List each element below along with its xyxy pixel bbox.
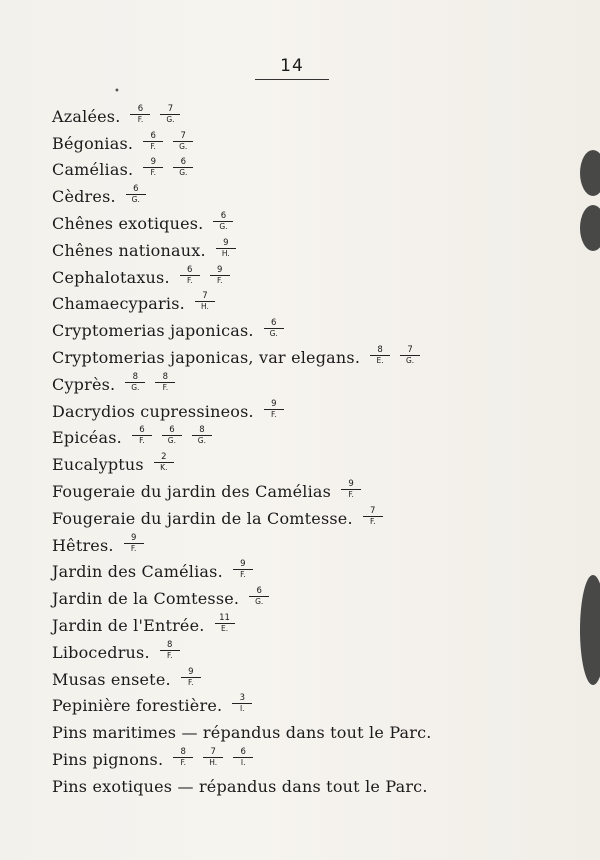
- reference-number: 6: [180, 266, 200, 276]
- index-entry: [52, 693, 572, 720]
- location-reference: [195, 292, 215, 311]
- location-reference: [203, 748, 223, 767]
- reference-letter: H.: [209, 758, 218, 768]
- index-list: [52, 103, 572, 800]
- reference-letter: H.: [200, 302, 209, 312]
- entry-name: Libocedrus.: [52, 642, 150, 662]
- location-reference: [132, 426, 152, 445]
- reference-number: 6: [173, 158, 193, 168]
- location-reference: [155, 373, 175, 392]
- reference-letter: F.: [188, 677, 194, 687]
- index-entry: [52, 451, 572, 478]
- index-entry: [52, 103, 572, 130]
- reference-letter: G.: [131, 382, 140, 392]
- entry-name: Fougeraie du jardin des Camélias: [52, 482, 332, 502]
- reference-number: 6: [249, 587, 269, 597]
- index-entry: [52, 746, 572, 773]
- location-reference: [264, 319, 284, 338]
- page-stain: [580, 205, 600, 251]
- entry-name: Jardin de l'Entrée.: [52, 616, 205, 636]
- index-entry: [52, 505, 572, 532]
- entry-name: Jardin de la Comtesse.: [52, 589, 240, 609]
- index-entry: [52, 425, 572, 452]
- location-reference: [210, 266, 230, 285]
- location-reference: [143, 132, 163, 151]
- location-reference: [160, 105, 180, 124]
- index-entry: [52, 585, 572, 612]
- reference-number: 6: [264, 319, 284, 329]
- location-reference: [181, 668, 201, 687]
- entry-name: Pins pignons.: [52, 750, 164, 770]
- reference-number: 6: [143, 132, 163, 142]
- reference-number: 6: [162, 426, 182, 436]
- reference-letter: F.: [187, 275, 193, 285]
- index-entry: [52, 157, 572, 184]
- entry-name: Jardin des Camélias.: [52, 562, 223, 582]
- entry-name: Camélias.: [52, 160, 134, 180]
- index-entry: [52, 532, 572, 559]
- entry-name: Cephalotaxus.: [52, 267, 170, 287]
- reference-letter: F.: [240, 570, 246, 580]
- entry-name: Fougeraie du jardin de la Comtesse.: [52, 508, 353, 528]
- reference-number: 11: [215, 614, 235, 624]
- index-entry: [52, 666, 572, 693]
- reference-number: 9: [210, 266, 230, 276]
- reference-number: 6: [233, 748, 253, 758]
- index-entry: [52, 317, 572, 344]
- reference-number: 9: [216, 239, 236, 249]
- reference-letter: F.: [217, 275, 223, 285]
- location-reference: [192, 426, 212, 445]
- ink-dot: •: [114, 86, 120, 97]
- entry-name: Cèdres.: [52, 187, 116, 207]
- reference-number: 6: [132, 426, 152, 436]
- entry-name: Bégonias.: [52, 133, 134, 153]
- location-reference: [400, 346, 420, 365]
- page-stain: [580, 575, 600, 685]
- reference-number: 2: [154, 453, 174, 463]
- location-reference: [154, 453, 174, 472]
- entry-name: Pins maritimes — répandus dans tout le Parc.: [52, 723, 432, 743]
- entry-name: Cyprès.: [52, 374, 116, 394]
- index-entry: [52, 210, 572, 237]
- reference-number: 8: [160, 641, 180, 651]
- location-reference: [173, 158, 193, 177]
- index-entry: [52, 371, 572, 398]
- reference-letter: G.: [179, 168, 188, 178]
- location-reference: [233, 748, 253, 767]
- reference-number: 9: [181, 668, 201, 678]
- reference-number: 8: [125, 373, 145, 383]
- reference-letter: G.: [269, 329, 278, 339]
- reference-number: 7: [400, 346, 420, 356]
- reference-letter: F.: [139, 436, 145, 446]
- location-reference: [363, 507, 383, 526]
- index-entry: [52, 478, 572, 505]
- reference-number: 9: [264, 400, 284, 410]
- reference-letter: K.: [160, 463, 168, 473]
- location-reference: [160, 641, 180, 660]
- location-reference: [124, 534, 144, 553]
- reference-letter: F.: [137, 114, 144, 124]
- index-entry: [52, 398, 572, 425]
- reference-letter: G.: [255, 597, 264, 607]
- entry-name: Chênes nationaux.: [52, 240, 206, 260]
- entry-name: Azalées.: [52, 106, 121, 126]
- reference-number: 7: [363, 507, 383, 517]
- reference-number: 8: [173, 748, 193, 758]
- reference-letter: G.: [131, 195, 140, 205]
- index-entry: [52, 130, 572, 157]
- index-entry: [52, 344, 572, 371]
- entry-name: Cryptomerias japonicas, var elegans.: [52, 348, 361, 368]
- index-entry: [52, 183, 572, 210]
- reference-letter: G.: [219, 222, 228, 232]
- location-reference: [216, 239, 236, 258]
- entry-name: Epicéas.: [52, 428, 122, 448]
- index-entry: [52, 264, 572, 291]
- location-reference: [213, 212, 233, 231]
- index-entry: [52, 639, 572, 666]
- reference-number: 9: [341, 480, 361, 490]
- reference-number: 3: [232, 694, 252, 704]
- reference-letter: F.: [348, 490, 354, 500]
- entry-name: Cryptomerias japonicas.: [52, 321, 254, 341]
- reference-number: 9: [233, 560, 253, 570]
- reference-letter: G.: [166, 114, 175, 124]
- location-reference: [143, 158, 163, 177]
- reference-number: 6: [213, 212, 233, 222]
- reference-number: 8: [192, 426, 212, 436]
- location-reference: [233, 560, 253, 579]
- location-reference: [264, 400, 284, 419]
- location-reference: [162, 426, 182, 445]
- reference-number: 6: [130, 105, 150, 115]
- reference-letter: F.: [180, 758, 186, 768]
- reference-letter: F.: [369, 516, 376, 526]
- reference-number: 9: [124, 534, 144, 544]
- index-entry: [52, 559, 572, 586]
- entry-name: Eucalyptus: [52, 455, 144, 475]
- index-entry: [52, 291, 572, 318]
- location-reference: [180, 266, 200, 285]
- reference-number: 6: [126, 185, 146, 195]
- entry-name: Pepinière forestière.: [52, 696, 223, 716]
- reference-number: 8: [370, 346, 390, 356]
- reference-number: 8: [155, 373, 175, 383]
- reference-letter: E.: [221, 624, 229, 634]
- reference-number: 9: [143, 158, 163, 168]
- reference-number: 7: [195, 292, 215, 302]
- reference-letter: E.: [376, 356, 384, 366]
- reference-letter: I.: [239, 704, 245, 714]
- location-reference: [341, 480, 361, 499]
- entry-name: Chamaecyparis.: [52, 294, 185, 314]
- location-reference: [249, 587, 269, 606]
- reference-letter: I.: [240, 758, 246, 768]
- location-reference: [125, 373, 145, 392]
- location-reference: [232, 694, 252, 713]
- index-entry: [52, 773, 572, 800]
- index-entry: [52, 612, 572, 639]
- entry-name: Musas ensete.: [52, 669, 171, 689]
- entry-name: Dacrydios cupressineos.: [52, 401, 254, 421]
- entry-name: Hêtres.: [52, 535, 114, 555]
- reference-letter: G.: [167, 436, 176, 446]
- entry-name: Pins exotiques — répandus dans tout le Parc.: [52, 776, 428, 796]
- reference-letter: F.: [130, 543, 137, 553]
- reference-letter: F.: [167, 650, 173, 660]
- location-reference: [173, 132, 193, 151]
- reference-letter: F.: [150, 168, 157, 178]
- reference-letter: H.: [221, 248, 230, 258]
- reference-number: 7: [173, 132, 193, 142]
- reference-letter: G.: [406, 356, 415, 366]
- reference-number: 7: [160, 105, 180, 115]
- reference-letter: F.: [162, 382, 169, 392]
- reference-letter: F.: [150, 141, 156, 151]
- location-reference: [130, 105, 150, 124]
- location-reference: [370, 346, 390, 365]
- reference-letter: F.: [271, 409, 277, 419]
- page-number: 14: [255, 56, 329, 80]
- entry-name: Chênes exotiques.: [52, 214, 204, 234]
- page-stain: [580, 150, 600, 196]
- location-reference: [126, 185, 146, 204]
- location-reference: [173, 748, 193, 767]
- index-entry: [52, 237, 572, 264]
- location-reference: [215, 614, 235, 633]
- reference-letter: G.: [179, 141, 188, 151]
- reference-letter: G.: [197, 436, 206, 446]
- index-entry: [52, 719, 572, 746]
- reference-number: 7: [203, 748, 223, 758]
